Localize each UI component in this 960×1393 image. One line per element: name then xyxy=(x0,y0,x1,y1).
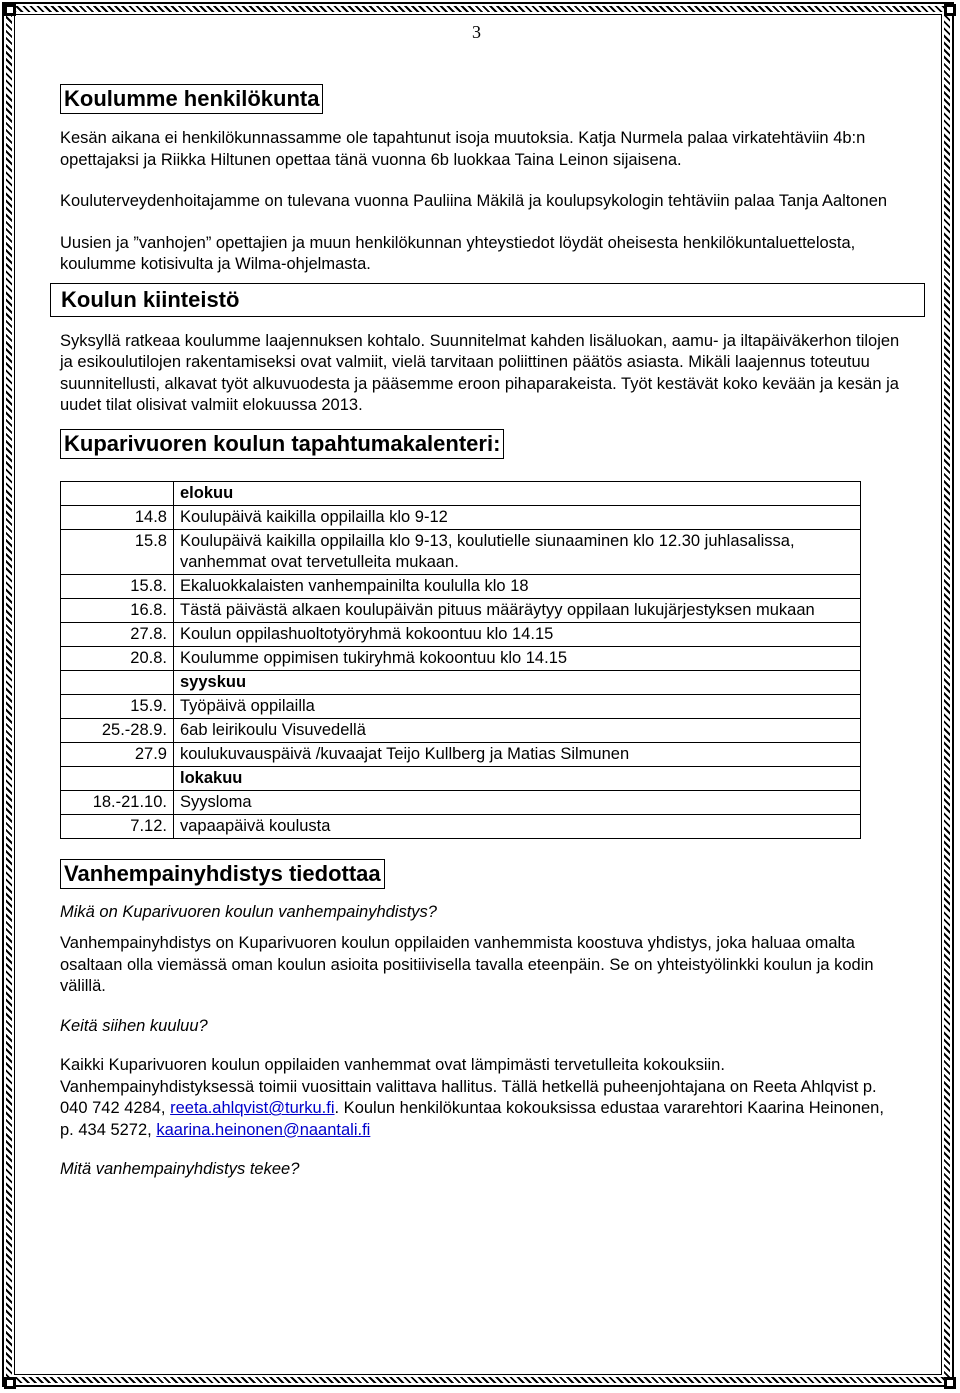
paragraph: Kouluterveydenhoitajamme on tulevana vuonna Pauliina Mäkilä ja koulupsykologin tehtäviin palaa Tanja Aaltonen xyxy=(60,192,888,210)
event-date: 15.9. xyxy=(61,694,174,718)
section-heading-property: Koulun kiinteistö xyxy=(50,283,925,317)
event-date: 27.9 xyxy=(61,742,174,766)
event-date: 18.-21.10. xyxy=(61,790,174,814)
calendar-event-row xyxy=(61,742,861,766)
border-corner xyxy=(4,1377,16,1389)
calendar-event-row xyxy=(61,622,861,646)
email-link-kaarina[interactable]: kaarina.heinonen@naantali.fi xyxy=(156,1120,371,1139)
event-date: 16.8. xyxy=(61,598,174,622)
event-description: Tästä päivästä alkaen koulupäivän pituus määräytyy oppilaan lukujärjestyksen mukaan xyxy=(174,598,861,622)
event-description: 6ab leirikoulu Visuvedellä xyxy=(174,718,861,742)
contact-text: . Koulun henkilökuntaa kokouksissa edustaa vararehtori Kaarina Heinonen, p. 434 5272, xyxy=(60,1099,884,1139)
calendar-month-row xyxy=(61,481,861,505)
event-date xyxy=(61,481,174,505)
calendar-event-row xyxy=(61,598,861,622)
calendar-event-row xyxy=(61,505,861,529)
calendar-event-row xyxy=(61,646,861,670)
event-description: koulukuvauspäivä /kuvaajat Teijo Kullberg ja Matias Silmunen xyxy=(174,742,861,766)
calendar-month-row xyxy=(61,766,861,790)
question-heading: Keitä siihen kuuluu? xyxy=(60,1016,208,1035)
email-link-reeta[interactable]: reeta.ahlqvist@turku.fi xyxy=(170,1099,335,1117)
event-date xyxy=(61,670,174,694)
event-date xyxy=(61,766,174,790)
calendar-event-row xyxy=(61,814,861,838)
event-description: Koulupäivä kaikilla oppilailla klo 9-13, koulutielle siunaaminen klo 12.30 juhlasalissa, vanhemmat ovat tervetulleita mukaan. xyxy=(174,529,861,574)
paragraph: Uusien ja ”vanhojen” opettajien ja muun henkilökunnan yhteystiedot löydät oheisesta henkilökuntaluettelosta, koulumme kotisivulta ja Wilma-ohjelmasta. xyxy=(60,233,856,273)
event-date: 7.12. xyxy=(61,814,174,838)
question-heading: Mikä on Kuparivuoren koulun vanhempainyhdistys? xyxy=(60,902,437,921)
calendar-event-row xyxy=(61,694,861,718)
event-description: Koulun oppilashuoltotyöryhmä kokoontuu klo 14.15 xyxy=(174,622,861,646)
event-description: Koulupäivä kaikilla oppilailla klo 9-12 xyxy=(174,505,861,529)
event-description: Ekaluokkalaisten vanhempainilta koululla klo 18 xyxy=(174,574,861,598)
event-calendar-table xyxy=(60,481,861,839)
calendar-heading-text: Kuparivuoren koulun tapahtumakalenteri: xyxy=(64,430,501,456)
calendar-event-row xyxy=(61,574,861,598)
event-date: 15.8 xyxy=(61,529,174,574)
contact-text: Kaikki Kuparivuoren koulun oppilaiden vanhemmat ovat lämpimästi tervetulleita kokouksiin. Vanhempainyhdistyksessä toimii vuosittain valittava hallitus. Tällä hetkellä puheenjohtajana on Reeta Ahlqvist p. 040 742 4284, xyxy=(60,1056,877,1117)
border-corner xyxy=(944,4,956,16)
section-heading-staff: Koulumme henkilökunta xyxy=(60,84,323,114)
month-label: elokuu xyxy=(174,481,861,505)
month-label: syyskuu xyxy=(174,670,861,694)
event-description: Koulumme oppimisen tukiryhmä kokoontuu klo 14.15 xyxy=(174,646,861,670)
event-description: Syysloma xyxy=(174,790,861,814)
border-corner xyxy=(4,4,16,16)
border-corner xyxy=(944,1377,956,1389)
calendar-event-row xyxy=(61,790,861,814)
paragraph: Kesän aikana ei henkilökunnassamme ole tapahtunut isoja muutoksia. Katja Nurmela palaa virkatehtäviin 4b:n opettajaksi ja Riikka Hiltunen opettaa tänä vuonna 6b luokkaa Taina Leinon sijaisena. xyxy=(60,129,866,169)
event-description: vapaapäivä koulusta xyxy=(174,814,861,838)
event-date: 20.8. xyxy=(61,646,174,670)
calendar-month-row xyxy=(61,670,861,694)
page-content xyxy=(60,84,900,1181)
month-label: lokakuu xyxy=(174,766,861,790)
event-description: Työpäivä oppilailla xyxy=(174,694,861,718)
calendar-event-row xyxy=(61,718,861,742)
event-date: 27.8. xyxy=(61,622,174,646)
calendar-event-row xyxy=(61,529,861,574)
section-heading-calendar xyxy=(60,429,504,459)
paragraph: Vanhempainyhdistys on Kuparivuoren koulun oppilaiden vanhemmista koostuva yhdistys, joka haluaa omalta osaltaan olla viemässä oman koulun asioita positiivisella tavalla eteenpäin. Se on yhteistyölinkki koulun ja kodin välillä. xyxy=(60,934,874,995)
section-heading-parents-association: Vanhempainyhdistys tiedottaa xyxy=(60,859,385,889)
paragraph: Syksyllä ratkeaa koulumme laajennuksen kohtalo. Suunnitelmat kahden lisäluokan, aamu- ja iltapäiväkerhon tilojen ja esikoulutilojen rakentamiseksi ovat valmiit, vielä tarvitaan poliittinen päätös asiasta. Mikäli laajennus toteutuu suunnitellusti, alkavat työt alkuvuodesta ja pääsemme eroon pihaparakeista. Työt kestävät koko kevään ja kesän ja uudet tilat olisivat valmiit elokuussa 2013. xyxy=(60,331,900,414)
event-date: 14.8 xyxy=(61,505,174,529)
event-date: 25.-28.9. xyxy=(61,718,174,742)
paragraph-contacts xyxy=(60,1055,900,1141)
question-heading: Mitä vanhempainyhdistys tekee? xyxy=(60,1160,300,1178)
event-date: 15.8. xyxy=(61,574,174,598)
page-number: 3 xyxy=(472,22,481,42)
